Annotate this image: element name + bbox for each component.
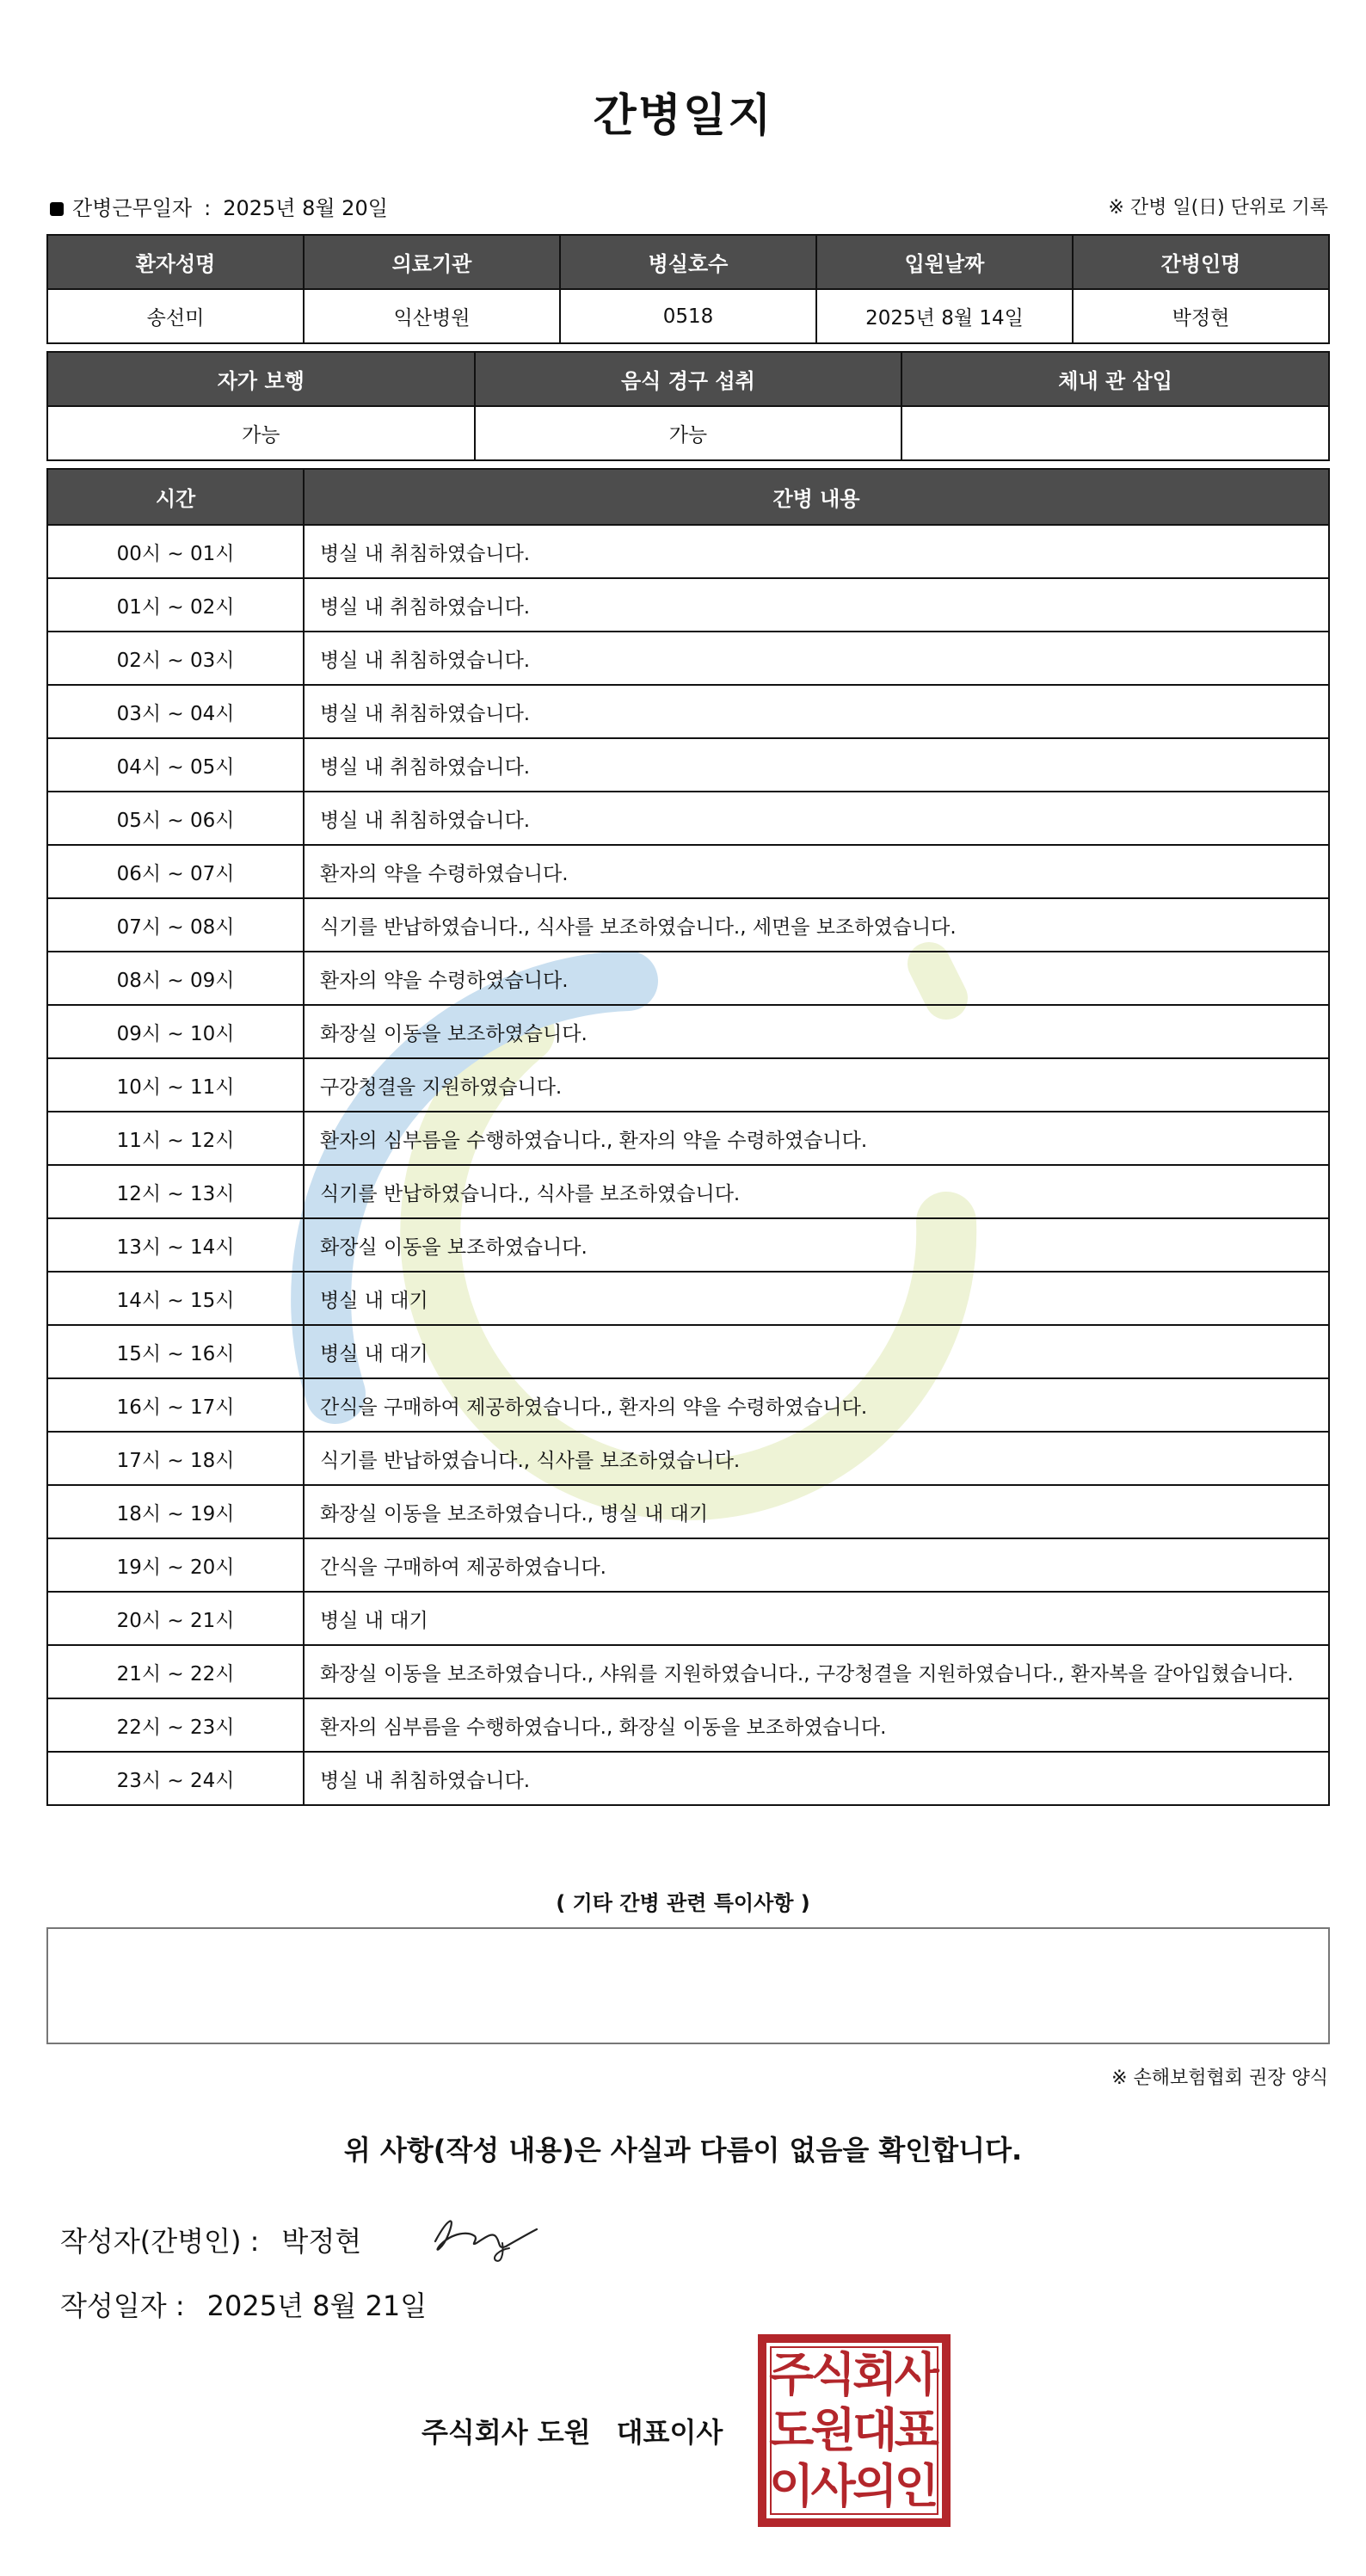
care-log-body: [47, 525, 1329, 1805]
care-content-cell: 환자의 약을 수령하였습니다.: [304, 952, 1329, 1005]
work-date-label: 간병근무일자: [72, 196, 193, 220]
time-cell: 23시 ~ 24시: [47, 1752, 304, 1805]
care-content-cell: 병실 내 취침하였습니다.: [304, 578, 1329, 632]
tube-insertion-value: [901, 406, 1329, 460]
company-name: 주식회사 도원: [421, 2416, 591, 2449]
oral-intake-value: 가능: [475, 406, 902, 460]
admission-date-header: 입원날짜: [816, 235, 1073, 289]
table-row: [47, 1592, 1329, 1645]
patient-name-value: 송선미: [47, 289, 304, 343]
oral-intake-header: 음식 경구 섭취: [475, 352, 902, 406]
table-row: [47, 1485, 1329, 1538]
table-row: [47, 898, 1329, 952]
care-log-table: [46, 468, 1330, 1806]
company-role: 대표이사: [616, 2416, 723, 2449]
table-row: [47, 1272, 1329, 1325]
notes-box: [46, 1927, 1330, 2044]
table-row: [47, 952, 1329, 1005]
caregiver-name-header: 간병인명: [1073, 235, 1329, 289]
care-content-cell: 병실 내 대기: [304, 1272, 1329, 1325]
notes-title: ( 기타 간병 관련 특이사항 ): [556, 1891, 810, 1915]
table-row: [47, 845, 1329, 898]
care-content-cell: 간식을 구매하여 제공하였습니다.: [304, 1538, 1329, 1592]
caregiver-name-value: 박정현: [1073, 289, 1329, 343]
time-cell: 20시 ~ 21시: [47, 1592, 304, 1645]
table-row: [47, 1432, 1329, 1485]
care-content-cell: 환자의 심부름을 수행하였습니다., 환자의 약을 수령하였습니다.: [304, 1112, 1329, 1165]
seal-character: 사: [894, 2347, 939, 2402]
seal-character: 인: [894, 2458, 939, 2513]
table-row: [47, 738, 1329, 792]
care-content-cell: 화장실 이동을 보조하였습니다.: [304, 1218, 1329, 1272]
admission-date-value: 2025년 8월 14일: [816, 289, 1073, 343]
hospital-value: 익산병원: [304, 289, 560, 343]
recommend-note: ※ 손해보험협회 권장 양식: [1111, 2068, 1328, 2089]
time-cell: 09시 ~ 10시: [47, 1005, 304, 1058]
written-date-value: 2025년 8월 21일: [206, 2289, 428, 2322]
time-cell: 12시 ~ 13시: [47, 1165, 304, 1218]
table-row: [47, 1218, 1329, 1272]
time-cell: 02시 ~ 03시: [47, 632, 304, 685]
time-cell: 22시 ~ 23시: [47, 1698, 304, 1752]
time-cell: 07시 ~ 08시: [47, 898, 304, 952]
status-info-table: [46, 351, 1330, 461]
confirm-statement: 위 사항(작성 내용)은 사실과 다름이 없음을 확인합니다.: [343, 2134, 1023, 2166]
self-walking-value: 가능: [47, 406, 475, 460]
care-content-cell: 병실 내 대기: [304, 1592, 1329, 1645]
care-content-cell: 구강청결을 지원하였습니다.: [304, 1058, 1329, 1112]
time-cell: 08시 ~ 09시: [47, 952, 304, 1005]
writer-label: 작성자(간병인) :: [60, 2225, 260, 2258]
seal-character: 이: [769, 2458, 815, 2513]
time-cell: 18시 ~ 19시: [47, 1485, 304, 1538]
table-row: [47, 1378, 1329, 1432]
care-content-cell: 화장실 이동을 보조하였습니다., 샤워를 지원하였습니다., 구강청결을 지원하였습니다., 환자복을 갈아입혔습니다.: [304, 1645, 1329, 1698]
care-content-cell: 병실 내 취침하였습니다.: [304, 685, 1329, 738]
care-content-cell: 환자의 약을 수령하였습니다.: [304, 845, 1329, 898]
seal-character: 도: [769, 2403, 815, 2458]
table-row: [47, 1698, 1329, 1752]
square-bullet-icon: [50, 202, 64, 216]
writer-name: 박정현: [281, 2225, 362, 2258]
patient-info-table: [46, 234, 1330, 344]
record-note: ※ 간병 일(日) 단위로 기록: [1108, 197, 1328, 219]
seal-character: 사: [810, 2458, 856, 2513]
table-row: [47, 1645, 1329, 1698]
care-content-cell: 병실 내 취침하였습니다.: [304, 632, 1329, 685]
table-row: [47, 1538, 1329, 1592]
table-row: [47, 1165, 1329, 1218]
time-cell: 01시 ~ 02시: [47, 578, 304, 632]
company-seal: [757, 2333, 951, 2528]
time-cell: 21시 ~ 22시: [47, 1645, 304, 1698]
care-content-cell: 병실 내 취침하였습니다.: [304, 792, 1329, 845]
room-number-header: 병실호수: [560, 235, 816, 289]
tube-insertion-header: 체내 관 삽입: [901, 352, 1329, 406]
hospital-header: 의료기관: [304, 235, 560, 289]
self-walking-header: 자가 보행: [47, 352, 475, 406]
table-row: [47, 1005, 1329, 1058]
writer-line: [60, 2220, 361, 2259]
seal-character: 의: [852, 2458, 898, 2513]
time-cell: 04시 ~ 05시: [47, 738, 304, 792]
table-row: [47, 1325, 1329, 1378]
care-content-cell: 간식을 구매하여 제공하였습니다., 환자의 약을 수령하였습니다.: [304, 1378, 1329, 1432]
care-content-cell: 병실 내 대기: [304, 1325, 1329, 1378]
table-row: [47, 1058, 1329, 1112]
care-content-cell: 병실 내 취침하였습니다.: [304, 525, 1329, 578]
time-cell: 17시 ~ 18시: [47, 1432, 304, 1485]
seal-character: 회: [852, 2347, 898, 2402]
time-cell: 13시 ~ 14시: [47, 1218, 304, 1272]
written-date-line: [60, 2284, 427, 2324]
table-row: [47, 632, 1329, 685]
written-date-label: 작성일자 :: [60, 2289, 185, 2322]
work-date-value: 2025년 8월 20일: [223, 196, 388, 220]
time-cell: 10시 ~ 11시: [47, 1058, 304, 1112]
signature-image: [423, 2207, 544, 2267]
care-content-cell: 병실 내 취침하였습니다.: [304, 1752, 1329, 1805]
work-date-separator: :: [204, 196, 212, 220]
seal-character: 대: [852, 2403, 898, 2458]
care-content-cell: 식기를 반납하였습니다., 식사를 보조하였습니다.: [304, 1432, 1329, 1485]
table-row: [47, 792, 1329, 845]
seal-character: 주: [769, 2347, 815, 2402]
care-content-cell: 화장실 이동을 보조하였습니다., 병실 내 대기: [304, 1485, 1329, 1538]
time-cell: 05시 ~ 06시: [47, 792, 304, 845]
care-content-header: 간병 내용: [304, 469, 1329, 525]
table-row: [47, 1112, 1329, 1165]
seal-character: 원: [810, 2403, 856, 2458]
table-row: [47, 685, 1329, 738]
time-cell: 03시 ~ 04시: [47, 685, 304, 738]
seal-character: 표: [894, 2403, 939, 2458]
table-row: [47, 1752, 1329, 1805]
table-row: [47, 525, 1329, 578]
time-cell: 06시 ~ 07시: [47, 845, 304, 898]
care-content-cell: 병실 내 취침하였습니다.: [304, 738, 1329, 792]
time-cell: 15시 ~ 16시: [47, 1325, 304, 1378]
care-content-cell: 식기를 반납하였습니다., 식사를 보조하였습니다.: [304, 1165, 1329, 1218]
care-content-cell: 환자의 심부름을 수행하였습니다., 화장실 이동을 보조하였습니다.: [304, 1698, 1329, 1752]
care-content-cell: 화장실 이동을 보조하였습니다.: [304, 1005, 1329, 1058]
room-number-value: 0518: [560, 289, 816, 343]
time-cell: 00시 ~ 01시: [47, 525, 304, 578]
company-signature: [421, 2411, 723, 2450]
time-cell: 14시 ~ 15시: [47, 1272, 304, 1325]
seal-character: 식: [810, 2347, 856, 2402]
time-header: 시간: [47, 469, 304, 525]
time-cell: 19시 ~ 20시: [47, 1538, 304, 1592]
table-row: [47, 578, 1329, 632]
time-cell: 11시 ~ 12시: [47, 1112, 304, 1165]
patient-name-header: 환자성명: [47, 235, 304, 289]
time-cell: 16시 ~ 17시: [47, 1378, 304, 1432]
care-content-cell: 식기를 반납하였습니다., 식사를 보조하였습니다., 세면을 보조하였습니다.: [304, 898, 1329, 952]
work-date: [50, 191, 388, 221]
page-title: 간병일지: [593, 90, 773, 142]
